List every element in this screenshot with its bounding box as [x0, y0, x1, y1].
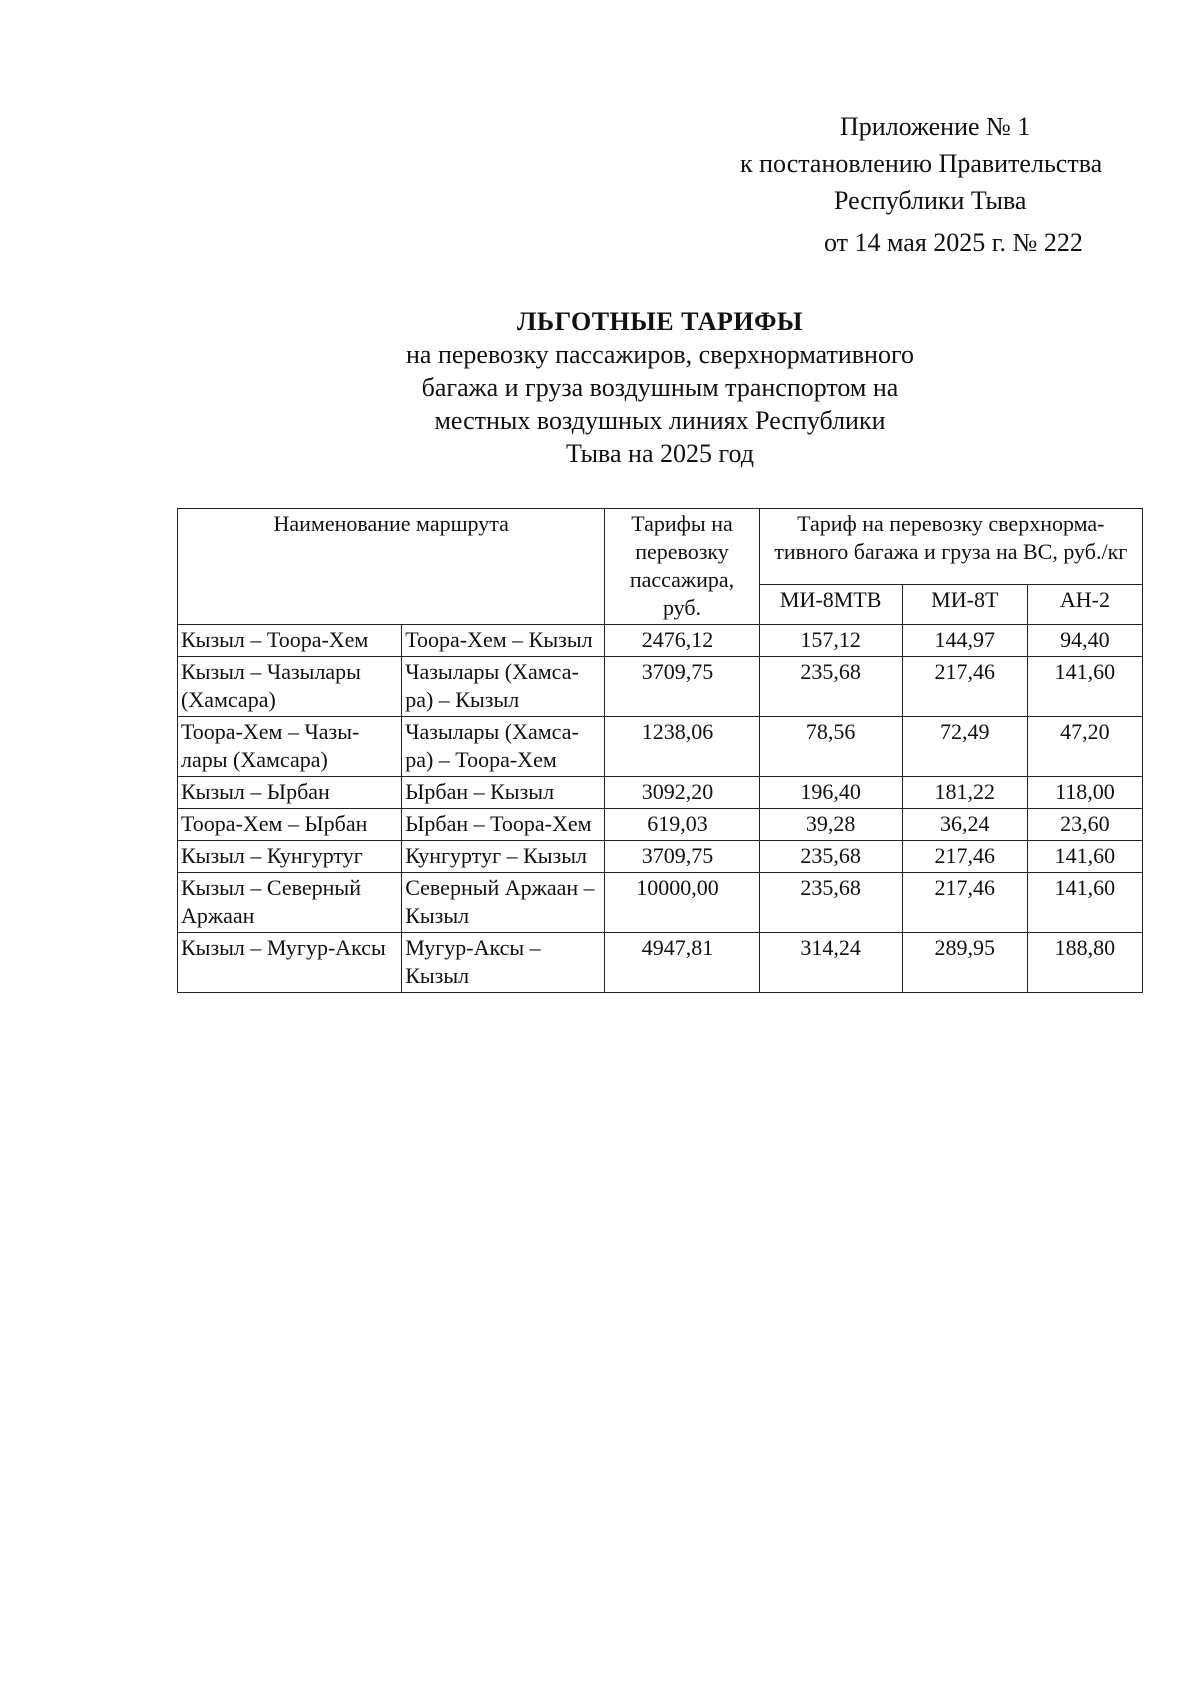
appendix-date: от 14 мая 2025 г. № 222 — [824, 228, 1083, 257]
an2-cell: 141,60 — [1027, 841, 1142, 873]
passenger-tariff-cell: 2476,12 — [605, 625, 759, 657]
header-route-name: Наименование маршрута — [178, 509, 605, 625]
mi8mtv-cell: 39,28 — [759, 809, 902, 841]
route-back: Мугур-Аксы – Кызыл — [402, 933, 605, 993]
page-title: ЛЬГОТНЫЕ ТАРИФЫ — [517, 307, 803, 336]
passenger-tariff-cell: 10000,00 — [605, 873, 759, 933]
an2-cell: 23,60 — [1027, 809, 1142, 841]
passenger-tariff-cell: 1238,06 — [605, 717, 759, 777]
mi8mtv-cell: 314,24 — [759, 933, 902, 993]
route-to: Тоора-Хем – Ырбан — [178, 809, 402, 841]
an2-cell: 94,40 — [1027, 625, 1142, 657]
an2-cell: 141,60 — [1027, 657, 1142, 717]
header-aircraft-an2: АН-2 — [1027, 584, 1142, 624]
route-to: Кызыл – Северный Аржаан — [178, 873, 402, 933]
passenger-tariff-cell: 619,03 — [605, 809, 759, 841]
route-to: Тоора-Хем – Чазы-лары (Хамсара) — [178, 717, 402, 777]
an2-cell: 47,20 — [1027, 717, 1142, 777]
route-back: Ырбан – Кызыл — [402, 777, 605, 809]
mi8t-cell: 217,46 — [902, 657, 1027, 717]
appendix-decree: к постановлению Правительства — [740, 149, 1103, 178]
mi8mtv-cell: 157,12 — [759, 625, 902, 657]
route-to: Кызыл – Мугур-Аксы — [178, 933, 402, 993]
tariff-table — [177, 508, 1143, 993]
table-header-row — [178, 509, 1143, 585]
header-passenger-tariff: Тарифы на перевозку пассажира, руб. — [605, 509, 759, 625]
mi8t-cell: 217,46 — [902, 841, 1027, 873]
table-row — [178, 657, 1143, 717]
mi8t-cell: 72,49 — [902, 717, 1027, 777]
table-row — [178, 625, 1143, 657]
route-back: Чазылары (Хамса-ра) – Кызыл — [402, 657, 605, 717]
subtitle-line-4: Тыва на 2025 год — [566, 439, 754, 468]
passenger-tariff-cell: 3709,75 — [605, 841, 759, 873]
mi8mtv-cell: 235,68 — [759, 841, 902, 873]
route-back: Чазылары (Хамса-ра) – Тоора-Хем — [402, 717, 605, 777]
mi8t-cell: 36,24 — [902, 809, 1027, 841]
header-baggage-tariff: Тариф на перевозку сверхнорма-тивного багажа и груза на ВС, руб./кг — [759, 509, 1142, 585]
route-to: Кызыл – Чазылары (Хамсара) — [178, 657, 402, 717]
passenger-tariff-cell: 3709,75 — [605, 657, 759, 717]
appendix-republic: Республики Тыва — [834, 186, 1027, 215]
route-back: Тоора-Хем – Кызыл — [402, 625, 605, 657]
mi8t-cell: 289,95 — [902, 933, 1027, 993]
subtitle-line-2: багажа и груза воздушным транспортом на — [421, 373, 899, 402]
route-to: Кызыл – Кунгуртуг — [178, 841, 402, 873]
route-back: Ырбан – Тоора-Хем — [402, 809, 605, 841]
table-row — [178, 809, 1143, 841]
appendix-header — [740, 108, 1140, 261]
table-row — [178, 933, 1143, 993]
route-back: Кунгуртуг – Кызыл — [402, 841, 605, 873]
mi8t-cell: 181,22 — [902, 777, 1027, 809]
appendix-number: Приложение № 1 — [840, 112, 1031, 141]
passenger-tariff-cell: 4947,81 — [605, 933, 759, 993]
mi8mtv-cell: 196,40 — [759, 777, 902, 809]
table-row — [178, 717, 1143, 777]
an2-cell: 188,80 — [1027, 933, 1142, 993]
mi8mtv-cell: 235,68 — [759, 873, 902, 933]
mi8mtv-cell: 78,56 — [759, 717, 902, 777]
mi8t-cell: 144,97 — [902, 625, 1027, 657]
document-title — [300, 305, 1020, 470]
subtitle-line-1: на перевозку пассажиров, сверхнормативного — [406, 340, 914, 369]
subtitle-line-3: местных воздушных линиях Республики — [434, 406, 886, 435]
mi8mtv-cell: 235,68 — [759, 657, 902, 717]
table-row — [178, 841, 1143, 873]
passenger-tariff-cell: 3092,20 — [605, 777, 759, 809]
an2-cell: 141,60 — [1027, 873, 1142, 933]
header-aircraft-mi8t: МИ-8Т — [902, 584, 1027, 624]
an2-cell: 118,00 — [1027, 777, 1142, 809]
route-to: Кызыл – Ырбан — [178, 777, 402, 809]
route-to: Кызыл – Тоора-Хем — [178, 625, 402, 657]
mi8t-cell: 217,46 — [902, 873, 1027, 933]
table-row — [178, 873, 1143, 933]
header-aircraft-mi8mtv: МИ-8МТВ — [759, 584, 902, 624]
table-row — [178, 777, 1143, 809]
route-back: Северный Аржаан – Кызыл — [402, 873, 605, 933]
